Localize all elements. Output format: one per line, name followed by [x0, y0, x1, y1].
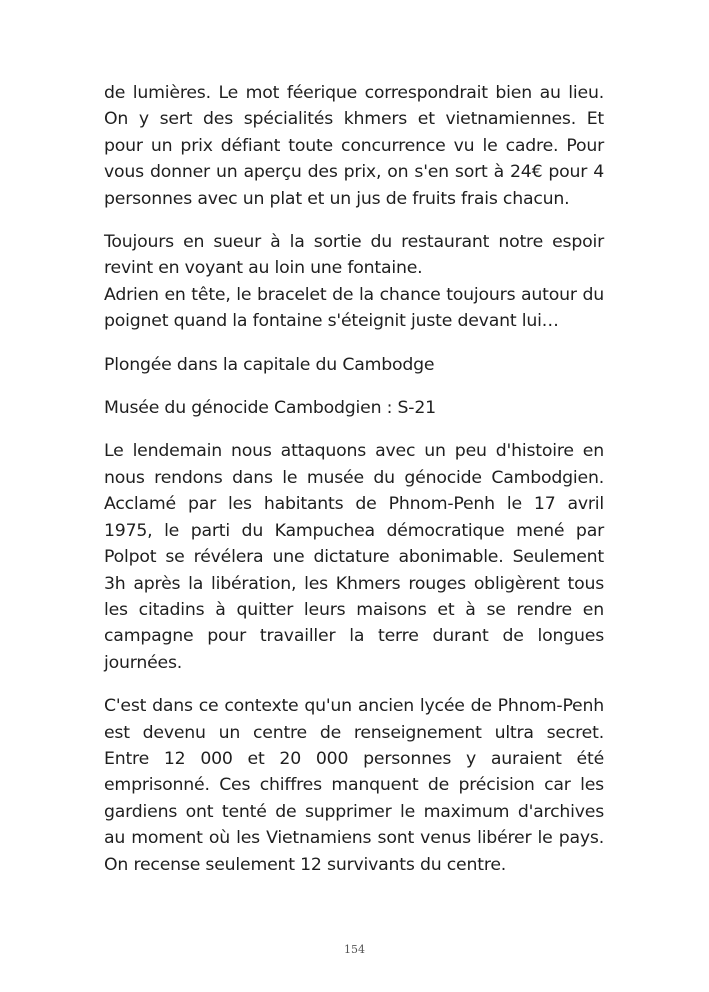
text-line: C'est dans ce contexte qu'un ancien lycée de Phnom-Penh — [104, 696, 604, 717]
text-line: 3h après la libération, les Khmers rouges obligèrent tous — [104, 573, 604, 594]
text-line: journées. — [104, 652, 183, 673]
text-line: nous rendons dans le musée du génocide Cambodgien. — [104, 467, 604, 488]
text-line: revint en voyant au loin une fontaine. — [104, 258, 423, 279]
page-number: 154 — [344, 943, 365, 956]
text-line: emprisonné. Ces chiffres manquent de précision car les — [104, 775, 604, 796]
paragraph-fountain — [104, 229, 604, 282]
text-line: Le lendemain nous attaquons avec un peu d'histoire en — [104, 441, 604, 462]
paragraph-s21-center — [104, 693, 604, 878]
section-heading-museum: Musée du génocide Cambodgien : S-21 — [104, 398, 436, 419]
text-line: campagne pour travailler la terre durant de longues — [104, 626, 604, 647]
text-line: poignet quand la fontaine s'éteignit juste devant lui… — [104, 311, 559, 332]
paragraph-adrien — [104, 282, 604, 335]
text-line: est devenu un centre de renseignement ultra secret. — [104, 722, 604, 743]
text-line: Entre 12 000 et 20 000 personnes y auraient été — [104, 748, 604, 769]
text-line: Polpot se révélera une dictature abonimable. Seulement — [104, 547, 604, 568]
paragraph-museum-history — [104, 438, 604, 676]
text-line: au moment où les Vietnamiens sont venus libérer le pays. — [104, 828, 604, 849]
text-line: Acclamé par les habitants de Phnom-Penh le 17 avril — [104, 494, 604, 515]
text-line: personnes avec un plat et un jus de fruits frais chacun. — [104, 188, 570, 209]
paragraph-restaurant — [104, 80, 604, 212]
section-heading-capital: Plongée dans la capitale du Cambodge — [104, 354, 435, 375]
text-line: gardiens ont tenté de supprimer le maximum d'archives — [104, 801, 604, 822]
text-line: Toujours en sueur à la sortie du restaurant notre espoir — [104, 232, 604, 253]
text-line: 1975, le parti du Kampuchea démocratique mené par — [104, 520, 604, 541]
text-line: vous donner un aperçu des prix, on s'en sort à 24€ pour 4 — [104, 162, 604, 183]
text-line: On y sert des spécialités khmers et vietnamiennes. Et — [104, 109, 604, 130]
body-text — [104, 80, 604, 895]
text-line: Adrien en tête, le bracelet de la chance toujours autour du — [104, 284, 604, 305]
text-line: de lumières. Le mot féerique correspondrait bien au lieu. — [104, 83, 604, 103]
text-line: On recense seulement 12 survivants du centre. — [104, 854, 507, 875]
text-line: les citadins à quitter leurs maisons et à se rendre en — [104, 599, 604, 620]
text-line: pour un prix défiant toute concurrence vu le cadre. Pour — [104, 135, 604, 156]
